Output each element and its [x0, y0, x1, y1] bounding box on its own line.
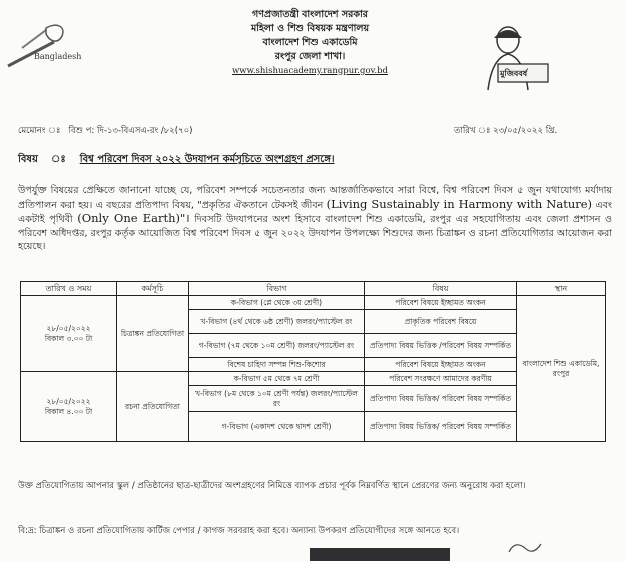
- header-division: বিভাগ: [189, 282, 365, 296]
- para-english-1: (Living Sustainably in Harmony with Nature): [326, 196, 593, 211]
- subject-label: বিষয়: [18, 154, 38, 165]
- group2-program: রচনা প্রতিযোগিতা: [117, 372, 189, 442]
- date-label: তারিখ ঃ: [454, 126, 491, 136]
- logo-mark-icon: [6, 22, 90, 68]
- body-paragraph: [18, 184, 612, 254]
- division-cell: খ-বিভাগ (৪র্থ থেকে ৬ষ্ঠ শ্রেণী) জলরং/প্যাস্টেল রং: [189, 310, 365, 334]
- division-cell: ক-বিভাগ (প্লে থেকে ৩য় শ্রেণী): [189, 296, 365, 310]
- division-cell: বিশেষ চাহিদা সম্পন্ন শিশু-কিশোর: [189, 358, 365, 372]
- header-topic: বিষয়: [365, 282, 517, 296]
- table-row: [21, 296, 606, 310]
- division-cell: খ-বিভাগ (৮ম থেকে ১০ম শ্রেণী পর্যন্ত) জলরং/প্যাস্টেল রং: [189, 386, 365, 412]
- portrait-icon: [470, 20, 554, 96]
- signature-scribble-icon: [505, 538, 545, 558]
- letterhead: [160, 8, 460, 78]
- header-program: কর্মসূচি: [117, 282, 189, 296]
- table-header-row: [21, 282, 606, 296]
- group2-time: বিকাল ৪.০০ টা: [44, 406, 93, 416]
- topic-cell: প্রতিপাদ্য বিষয় ভিত্তিক/ পরিবেশ বিষয় সম্পর্কিত: [365, 412, 517, 442]
- memo-value: বিশু প: দি-১৩-বিএসএ-রং /৮২(৭০): [68, 126, 193, 136]
- group1-date: ২৮/০৫/২০২২: [46, 323, 91, 333]
- topic-cell: পরিবেশ বিষয়ে ইচ্ছামত অংকন: [365, 358, 517, 372]
- group1-date-cell: [21, 296, 117, 372]
- letter-date: [454, 124, 557, 138]
- bottom-overlay-bar: [310, 548, 450, 561]
- topic-cell: প্রাকৃতিক পরিবেশ বিষয়ে: [365, 310, 517, 334]
- group2-date-cell: [21, 372, 117, 442]
- header-line-1: গণপ্রজাতন্ত্রী বাংলাদেশ সরকার: [252, 9, 368, 20]
- bangladesh-logo: [6, 22, 90, 68]
- topic-cell: পরিবেশ বিষয়ে ইচ্ছামত অংকন: [365, 296, 517, 310]
- logo-caption: মুজিববর্ষ: [500, 69, 528, 78]
- header-venue: স্থান: [517, 282, 606, 296]
- group1-time: বিকাল ৩.০০ টা: [44, 333, 93, 343]
- subject-line: [18, 152, 608, 169]
- schedule-table: [20, 281, 606, 442]
- memo-label: মেমোনং ঃ: [18, 126, 61, 136]
- para-part-3: দিবসটি উদযাপনের অংশ হিসাবে বাংলাদেশ শিশু একাডেমি, রংপুর এর সহযোগিতায় এবং জেলা প্রশাসন ও পরিবেশ অধিদপ্তর, রংপুর কর্তৃক আয়োজিত বিশ্ব পরিবেশ দিবস ৫ জুন ২০২২ উদযাপন উপলক্ষ্যে শিশুদের জন্য চিত্রাঙ্কন ও রচনা প্রতিযোগিতার আয়োজন করা হয়েছে।: [18, 214, 612, 252]
- topic-cell: পরিবেশ সংরক্ষণে আমাদের করণীয়: [365, 372, 517, 386]
- division-cell: গ-বিভাগ (৭ম থেকে ১০ম শ্রেণী) জলরং/প্যাস্টেল রং: [189, 334, 365, 358]
- subject-text: বিশ্ব পরিবেশ দিবস ২০২২ উদযাপন কর্মসূচিতে অংশগ্রহণ প্রসঙ্গে।: [79, 154, 335, 165]
- logo-label: Bangladesh: [34, 52, 82, 61]
- header-line-2: মহিলা ও শিশু বিষয়ক মন্ত্রণালয়: [250, 23, 370, 34]
- nb-note: বি:দ্র: চিত্রাঙ্কন ও রচনা প্রতিযোগিতায় কার্টিজ পেপার / কাগজ সরবরাহ করা হবে। অন্যান্য উপকরণ প্রতিযোগীদের সঙ্গে আনতে হবে।: [18, 526, 460, 536]
- para-english-2: (Only One Earth)"।: [77, 211, 190, 225]
- group1-program: চিত্রাঙ্কন প্রতিযোগিতা: [117, 296, 189, 372]
- topic-cell: প্রতিপাদ্য বিষয় ভিত্তিক /পরিবেশ বিষয় সম্পর্কিত: [365, 334, 517, 358]
- website-link[interactable]: www.shishuacademy.rangpur.gov.bd: [232, 66, 388, 76]
- header-date: তারিখ ও সময়: [21, 282, 117, 296]
- topic-cell: প্রতিপাদ্য বিষয় ভিত্তিক/ পরিবেশ বিষয় সম্পর্কিত: [365, 386, 517, 412]
- header-line-4: রংপুর জেলা শাখা।: [274, 51, 346, 62]
- division-cell: গ-বিভাগ (একাদশ থেকে দ্বাদশ শ্রেণী): [189, 412, 365, 442]
- header-line-3: বাংলাদেশ শিশু একাডেমি: [262, 37, 358, 48]
- venue-cell: বাংলাদেশ শিশু একাডেমি, রংপুর: [517, 296, 606, 442]
- para-part-1: উপর্যুক্ত বিষয়ের প্রেক্ষিতে জানানো যাচ্ছে যে, পরিবেশ সম্পর্কে সচেতনতার জন্য আন্তর্জাতিকভাবে সারা বিশ্বে, বিশ্ব পরিবেশ দিবস ৫ জুন যথাযোগ্য মর্যাদায় প্রতিপালন করা হয়। এ বছরের প্রতিপাদ্য বিষয়, "প্রকৃতির ঐকতানে টেকসই জীবন: [18, 185, 612, 211]
- group2-date: ২৮/০৫/২০২২: [46, 396, 91, 406]
- request-note: উক্ত প্রতিযোগিতায় আপনার স্কুল / প্রতিষ্ঠানের ছাত্র-ছাত্রীদের অংশগ্রহণের নিমিত্তে ব্যাপক প্রচার পূর্বক নিম্নবর্ণিত স্থানে প্রেরণের জন্য অনুরোধ করা হলো।: [18, 481, 526, 491]
- date-value: ২৩/০৫/২০২২ খ্রি.: [493, 126, 558, 136]
- mujib-logo: [470, 20, 554, 96]
- memo-number: [18, 124, 192, 138]
- division-cell: ক-বিভাগ ৫ম থেকে ৭ম শ্রেণী: [189, 372, 365, 386]
- para-part-2: এবং একটাই পৃথিবী: [18, 199, 613, 225]
